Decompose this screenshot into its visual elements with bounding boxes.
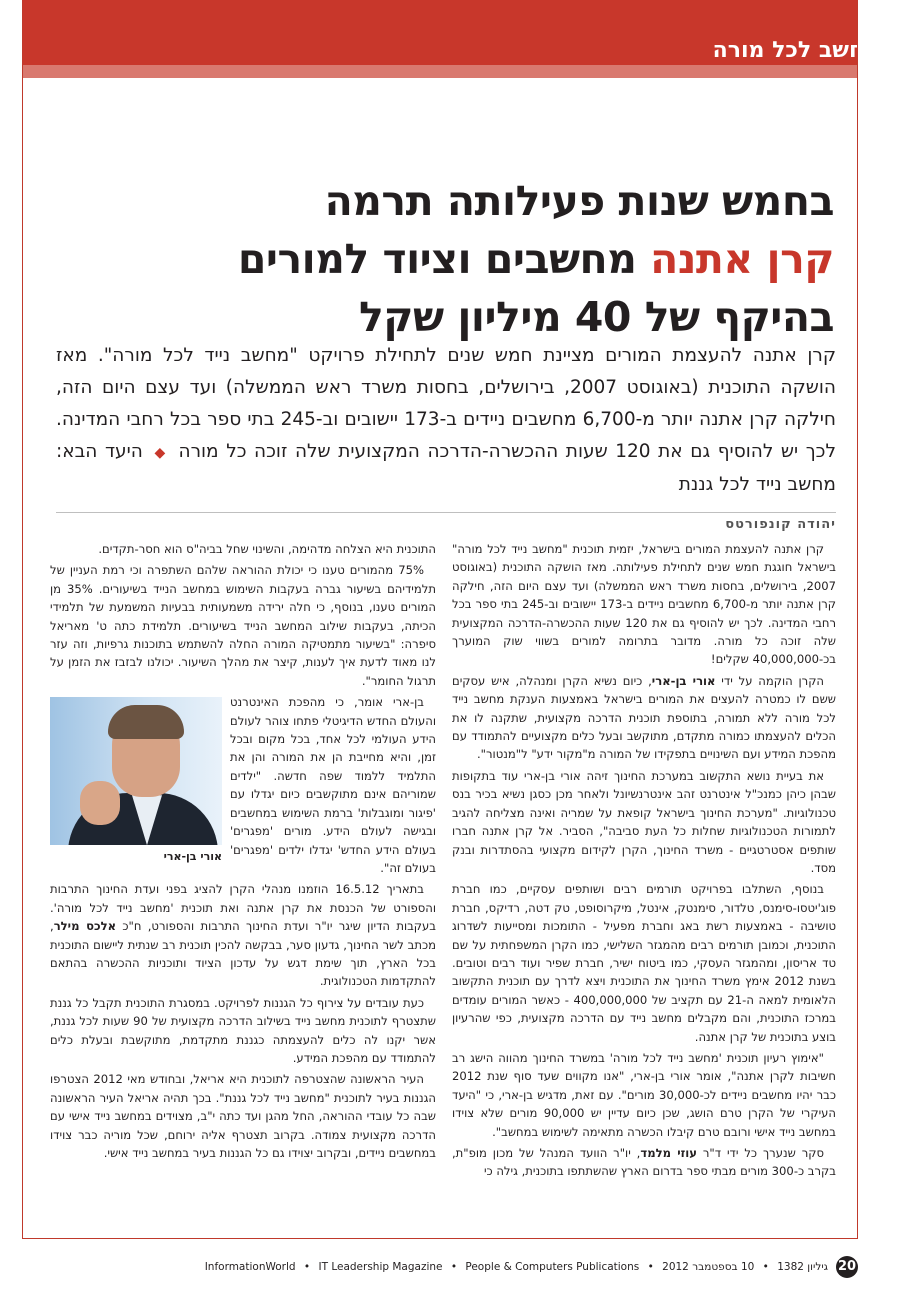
author-name: יהודה קונפורטס [725,517,836,532]
headline-line-3: בהיקף של 40 מיליון שקל [358,293,834,341]
text-span: , מכתב לשר החינוך, גדעון סער, בבקשה להכין תוכנית רב שנתית ליישום התוכנית בכל הארץ, תוך שימת דגש על עדכון הציוד ותוכניות ההכשרה בהתאם להתקדמות הטכנולוגית. [50,919,436,989]
lede-paragraph [56,340,836,501]
headline-line-2-rest: מחשבים וציוד למורים [237,235,651,283]
portrait-hair [108,705,184,739]
publication-name: InformationWorld [204,1261,296,1273]
person-name: אלכס מילר [53,919,117,934]
portrait-photo [50,697,222,867]
portrait-hand [80,781,120,825]
headline-line-2 [54,230,834,288]
article-paragraph: התוכנית היא הצלחה מדהימה, והשינוי שחל בביה"ס הוא חסר-תקדים. [98,542,436,556]
headline-line-1: בחמש שנות פעילותה תרמה [324,177,834,225]
article-paragraph: כעת עובדים על צירוף כל הגננות לפרויקט. במסגרת התוכנית תקבל כל גננת שתצטרף לתוכנית מחשב נייד בשילוב הדרכה מקצועית של 90 שעות לכל גננת, אשר יקנו לה כלים להעצמתה כגננת מתקדמת, מתוקשבת ובעלת כלים להתמודד עם מהפכת המידע. [50,995,436,1065]
text-span: בתאריך 16.5.12 הוזמנו מנהלי הקרן להציג בפני ועדת החינוך התרבות והספורט של הכנסת את קרן אתנה ואת תוכנית 'מחשב נייד לכל מורה'. בעקבות הדיון שיגר יו"ר ועדת החינוך התרבות והספורט, ח"כ [50,882,436,934]
issue-number: גיליון 1382 [777,1261,828,1273]
footer-text [205,1261,828,1273]
article-column-left [50,540,436,1210]
article-paragraph [452,672,836,764]
article-paragraph: "אימוץ רעיון תוכנית 'מחשב נייד לכל מורה' במשרד החינוך מהווה הישג רב חשיבות לקרן אתנה", אומר אורי בן-ארי, "אנו מקווים שעד סוף שנת 2012 כבר יהיו מחשבים ניידים לכ-30,000 מורים". עם זאת, מדגיש בן-ארי, כי "היעד העיקרי של הקרן טרם הושג, שכן כיום עדיין יש 90,000 מורים שלא צוידו במחשב נייד אישי ורובם טרם קיבלו הכשרה מתאימה לשימוש במחשב". [452,1050,837,1139]
issue-date: 10 בספטמבר 2012 [662,1261,755,1273]
portrait-image [50,697,222,845]
byline [56,512,836,535]
text-span: הקרן הוקמה על ידי [715,673,825,688]
publication-name: People & Computers Publications [465,1261,640,1273]
page-number: 20 [836,1256,858,1278]
section-label: מחשב לכל מורה [712,38,880,63]
headline-highlight: קרן אתנה [650,235,834,283]
diamond-bullet-icon: ◆ [154,445,167,461]
page-footer [22,1252,858,1282]
article-column-right [452,540,836,1210]
article-paragraph: בנוסף, השתלבו בפרויקט תורמים רבים ושותפים עסקיים, כמו חברת פוג'יטסו-סימנס, טלדור, סימנטק, אינטל, מיקרוסופט, טק דטה, רדיקס, חברת טושיבה - באמצעות רשת באג וחברת מפעיל - התומכות ומסייעות לשדרוג התוכנית, וכמובן תורמים רבים מהמגזר השלישי, כמו הקרן המשפחתית על שם טד אריסון, ומהמגזר העסקי, כמו ביטוח ישיר, חברת שפיר ועוד רבים וטובים. בשנת 2012 אימץ משרד החינוך את התוכנית ויצא לדרך עם תוכנית התקשוב הלאומית למאה ה-21 עם תקציב של 400,000,000 - כאשר המורים עומדים במרכז התוכנית, והם מקבלים מחשב נייד עם הדרכה מקצועית, כפי שהרעיון בוצע בתוכנית של קרן אתנה. [452,882,837,1044]
text-span: , כיום נשיא הקרן ומנהלה, איש עסקים ששם לו כמטרה להעצים את המורים בישראל באמצעות הענקת מחשב נייד לכל מורה ללא תמורה, בתוספת תוכנית הדרכה מקצועית, שתקנה לו את הכלים להעצמתו כמורה מתקדם, מתוקשב ובעל כלים מקצועיים להתמודד עם מהפכת המידע ועם השינויים בתפקידו של המורה מ"מקור ידע" ל"מנטור". [452,673,836,762]
article-paragraph: קרן אתנה להעצמת המורים בישראל, יזמית תוכנית "מחשב נייד לכל מורה" בישראל חוגגת חמש שנים לתחילת פעילותה. מאז הושקה התוכנית (באוגוסט 2007, בירושלים, בחסות משרד ראש הממשלה) ועד עצם היום הזה, חילקה קרן אתנה יותר מ-6,700 מחשבים ניידים ב-173 יישובים וב-245 בתי ספר בכל רחבי המדינה. לכך יש להוסיף גם את 120 שעות ההכשרה-הדרכה המקצועית שלה זוכה כל מורה. מדובר בתרומה למורים בשווי שוק המוערך בכ-40,000,000 שקלים! [452,542,837,667]
text-span: , יו"ר הוועד המנהל של מכון מופ"ת, בקרב כ-300 מורים מבתי ספר בדרום הארץ שהשתתפו בתוכנית, גילה כי [452,1146,836,1179]
photo-caption: אורי בן-ארי [163,850,222,864]
footer-bullet: • [303,1261,311,1273]
person-name: אורי בן-ארי [651,673,716,688]
footer-bullet: • [762,1261,769,1273]
article-paragraph: את בעיית נושא התקשוב במערכת החינוך זיהה אורי בן-ארי עוד בתקופות שבהן כיהן כמנכ"ל אינטרנט זהב אינטרנשיונל ולאחר מכן כסגן נשיא בכיר בנס טכנולוגיות. "מערכת החינוך בישראל קופאת על שמריה ואינה מצליחה להגיב לתמורות הטכנולוגיות שחלות כל העת סביבה", הסביר. אל קרן אתנה חברו שותפים אסטרטגיים - משרד החינוך, הקרן לקידום מקצועי בהסתדרות ובנק מסד. [452,768,836,875]
lede-text: קרן אתנה להעצמת המורים מציינת חמש שנים לתחילת פרויקט "מחשב נייד לכל מורה". מאז הושקה התוכנית (באוגוסט 2007, בירושלים, בחסות משרד ראש הממשלה) ועד עצם היום הזה, חילקה קרן אתנה יותר מ-6,700 מחשבים ניידים ב-173 יישובים וב-245 בתי ספר בכל רחבי המדינה. לכך יש להוסיף גם את 120 שעות ההכשרה-הדרכה המקצועית שלה זוכה כל מורה [56,345,836,462]
headline [54,172,834,346]
footer-bullet: • [450,1261,458,1273]
article-paragraph: 75% מהמורים טענו כי יכולת ההוראה שלהם השתפרה וכי רמת העניין של תלמידיהם בשיעור גברה בעקבות השימוש במחשב הנייד בשיעורים. 35% מן המורים טענו, בנוסף, כי חלה ירידה משמעותית בבעיות המשמעת של תלמידי הכיתה, בעקבות שילוב המחשב הנייד בשיעורים. תלמידת כתה ט' מאריאל סיפרה: "בשיעור מתמטיקה המורה החלה להשתמש בתוכנות גרפיות, וזה עזר לנו מאוד לדעת איך לענות, קיצר את מהלך השיעור. יכולנו לבזבז את הזמן על תרגול החומר". [50,563,436,688]
text-span: סקר שנערך כל ידי ד"ר [696,1146,825,1160]
article-paragraph [452,1144,836,1181]
article-paragraph: העיר הראשונה שהצטרפה לתוכנית היא אריאל, ובחודש מאי 2012 הצטרפו הגננות בעיר לתוכנית "מחשב נייד לכל גננת". בכך תהיה אריאל העיר הראשונה שבה כל עובדי ההוראה, החל מהגן ועד כתה י"ב, מצוידים במחשב נייד אישי עם הדרכה מקצועית צמודה. בקרוב תצטרף אליה ירוחם, שכל מוריה כבר צוידו במחשבים ניידים, ובקרוב יצוידו גם כל הגננות בעיר במחשב נייד אישי. [50,1072,436,1160]
lede-next-goal: היעד הבא: מחשב נייד לכל גננת [56,441,836,495]
footer-bullet: • [647,1261,654,1273]
person-name: עוזי מלמד [640,1146,697,1160]
article-paragraph [50,880,436,990]
publication-name: IT Leadership Magazine [318,1261,443,1273]
article-paragraph: בן-ארי אומר, כי מהפכת האינטרנט והעולם החדש הדיגיטלי פתחו צוהר לעולם הידע העולמי לכל אחד, בכל מקום ובכל זמן, והיא מחייבת הן את המורה והן את התלמיד ללמוד שפה חדשה. "ילדים שמוריהם אינם מתוקשבים כיום יגדלו עם 'פיגור ומוגבלות' ברמת השימוש במחשבים ובגישה לעולם הידע. מורים 'מפגרים' בעולם הידע החדש' יגדלו ילדים 'מפגרים' בעולם זה". [230,695,436,875]
